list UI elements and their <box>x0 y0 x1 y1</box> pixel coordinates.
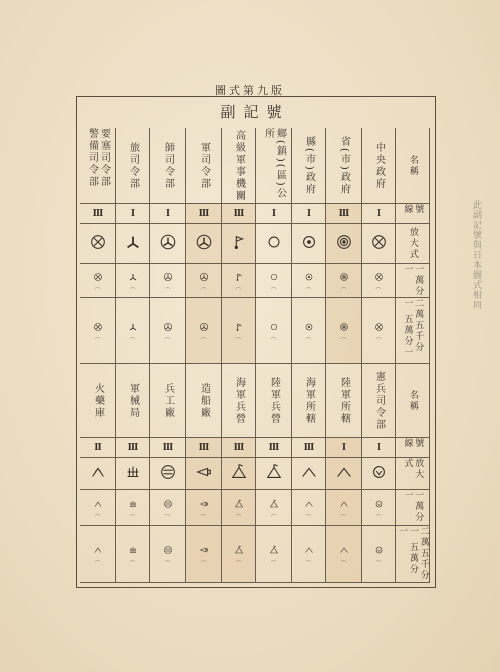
s2-column-header: 憲兵司令部 <box>373 370 385 431</box>
s1-cell <box>326 264 362 298</box>
s1-cell <box>326 128 362 204</box>
small-symbol <box>128 540 138 568</box>
s1-cell <box>80 264 116 298</box>
s2-line-mark: III <box>233 442 244 453</box>
s1-cell <box>396 298 430 364</box>
double-dot-circle-icon <box>339 317 349 336</box>
fire-icon <box>89 463 107 485</box>
s2-cell <box>150 438 186 458</box>
s2-column-header: 軍械局 <box>127 382 139 419</box>
dot-circle-icon <box>304 267 314 286</box>
star-circle-icon <box>199 267 209 286</box>
s2-cell <box>396 526 430 583</box>
s1-cell <box>362 298 396 364</box>
s1-column-header: 縣(市)政府 <box>303 135 315 196</box>
s1-cell <box>396 224 430 264</box>
s1-cell <box>256 224 292 264</box>
gear-circle-icon <box>159 463 177 485</box>
s2-cell <box>222 364 256 438</box>
s2-line-mark: III <box>198 442 209 453</box>
s1-cell <box>292 298 326 364</box>
s1-cell <box>116 298 150 364</box>
scale-mark: ⌒ <box>375 287 382 295</box>
s1-cell <box>222 298 256 364</box>
tent-flag-icon <box>269 494 279 513</box>
scale-mark: ⌒ <box>305 287 312 295</box>
s2-cell <box>362 526 396 583</box>
s1-cell <box>256 264 292 298</box>
s2-line-mark: I <box>376 442 381 453</box>
scale-mark: ⌒ <box>235 287 242 295</box>
s1-row-label: 名稱 <box>407 154 418 177</box>
scale-mark: ⌒ <box>305 514 312 522</box>
dot-circle-icon <box>304 317 314 336</box>
circle-x-icon <box>374 317 384 336</box>
s1-cell <box>150 264 186 298</box>
s1-cell <box>362 264 396 298</box>
s2-cell <box>362 458 396 490</box>
small-symbol <box>199 494 209 522</box>
scale-mark: ⌒ <box>200 561 207 568</box>
fire-icon <box>93 540 103 559</box>
ware-icon <box>124 463 142 485</box>
small-symbol <box>93 540 103 568</box>
small-symbol <box>163 540 173 568</box>
s2-cell <box>186 458 222 490</box>
s2-cell <box>396 438 430 458</box>
small-symbol <box>128 494 138 522</box>
scale-mark: ⌒ <box>270 514 277 522</box>
s2-cell <box>256 364 292 438</box>
s2-cell <box>116 526 150 583</box>
small-symbol <box>269 494 279 522</box>
scale-mark: ⌒ <box>94 514 101 522</box>
s2-cell <box>80 364 116 438</box>
small-symbol <box>234 494 244 522</box>
ship-icon <box>199 494 209 513</box>
scale-mark: ⌒ <box>375 514 382 522</box>
tripod-icon <box>124 233 142 255</box>
s1-cell <box>80 128 116 204</box>
s2-column-header: 陸軍所轄 <box>338 376 350 425</box>
s1-column-header: 要塞司令部 警備司令部 <box>86 128 110 188</box>
s2-cell <box>80 458 116 490</box>
scale-mark: ⌒ <box>200 337 207 345</box>
tent-icon <box>304 540 314 559</box>
s2-row-label: 號線 <box>402 438 424 449</box>
star-circle-icon <box>195 233 213 255</box>
s1-cell <box>326 298 362 364</box>
s2-cell <box>256 438 292 458</box>
s2-cell <box>326 490 362 526</box>
small-symbol <box>269 267 279 295</box>
s1-line-mark: III <box>92 208 103 219</box>
s1-cell <box>80 204 116 224</box>
s1-cell <box>292 128 326 204</box>
scale-mark: ⌒ <box>129 561 136 568</box>
small-symbol <box>199 317 209 345</box>
scale-mark: ⌒ <box>94 287 101 295</box>
small-symbol <box>199 540 209 568</box>
plate-title: 圖式第九版 <box>215 84 285 97</box>
scale-mark: ⌒ <box>200 514 207 522</box>
small-symbol <box>93 317 103 345</box>
s1-cell <box>150 224 186 264</box>
small-symbol <box>374 540 384 568</box>
s2-cell <box>326 526 362 583</box>
s2-cell <box>292 458 326 490</box>
scale-mark: ⌒ <box>235 337 242 345</box>
s2-line-mark: I <box>341 442 346 453</box>
flag-icon <box>234 317 244 336</box>
scale-mark: ⌒ <box>164 337 171 345</box>
star-circle-icon <box>163 267 173 286</box>
symbol-table <box>80 128 430 583</box>
scale-mark: ⌒ <box>129 287 136 295</box>
tent-flag-icon <box>269 540 279 559</box>
tripod-icon <box>128 317 138 336</box>
s2-cell <box>222 438 256 458</box>
s1-cell <box>362 204 396 224</box>
s1-row-label: 號線 <box>402 204 424 215</box>
s2-cell <box>396 490 430 526</box>
s1-cell <box>292 224 326 264</box>
s2-cell <box>80 490 116 526</box>
s1-row-label: 二萬五千分一 五萬分一 <box>402 298 424 358</box>
small-symbol <box>374 317 384 345</box>
scale-mark: ⌒ <box>94 337 101 345</box>
double-dot-circle-icon <box>335 233 353 255</box>
s1-cell <box>116 224 150 264</box>
s2-row-label: 二萬五千分一 五萬分一 <box>397 526 429 581</box>
s1-cell <box>222 224 256 264</box>
s2-cell <box>292 438 326 458</box>
star-circle-icon <box>163 317 173 336</box>
circle-x-icon <box>370 233 388 255</box>
circle-v-icon <box>370 463 388 485</box>
s1-line-mark: III <box>233 208 244 219</box>
s2-cell <box>80 526 116 583</box>
s2-cell <box>150 364 186 438</box>
tripod-icon <box>128 267 138 286</box>
margin-note: 此副記號與日本圖式相同 <box>471 200 481 310</box>
s2-line-mark: II <box>94 442 101 453</box>
table-title: 副記號 <box>220 103 290 121</box>
tent-flag-icon <box>265 463 283 485</box>
s2-column-header: 海軍兵營 <box>233 376 245 425</box>
small-symbol <box>163 267 173 295</box>
s1-cell <box>326 204 362 224</box>
s1-cell <box>80 224 116 264</box>
small-symbol <box>374 267 384 295</box>
s1-cell <box>150 298 186 364</box>
s1-column-header: 師司令部 <box>162 141 174 190</box>
s2-row-label: 名稱 <box>407 389 418 412</box>
s2-line-mark: III <box>127 442 138 453</box>
circle-icon <box>269 267 279 286</box>
scale-mark: ⌒ <box>340 514 347 522</box>
s1-cell <box>116 204 150 224</box>
s1-cell <box>116 128 150 204</box>
scale-mark: ⌒ <box>340 287 347 295</box>
tent-icon <box>335 463 353 485</box>
s1-cell <box>186 264 222 298</box>
tent-flag-icon <box>230 463 248 485</box>
s2-cell <box>222 458 256 490</box>
circle-x-icon <box>89 233 107 255</box>
s2-column-header: 造船廠 <box>198 382 210 419</box>
small-symbol <box>304 267 314 295</box>
tent-flag-icon <box>234 540 244 559</box>
s1-cell <box>222 128 256 204</box>
s2-cell <box>256 490 292 526</box>
s2-row-label: 放大式 <box>402 458 424 480</box>
small-symbol <box>339 540 349 568</box>
small-symbol <box>163 317 173 345</box>
s1-cell <box>256 298 292 364</box>
small-symbol <box>269 540 279 568</box>
s1-cell <box>116 264 150 298</box>
small-symbol <box>339 267 349 295</box>
s2-cell <box>396 458 430 490</box>
s2-cell <box>326 364 362 438</box>
scale-mark: ⌒ <box>375 337 382 345</box>
s1-column-header: 省(市)政府 <box>338 135 350 196</box>
s1-cell <box>362 224 396 264</box>
small-symbol <box>199 267 209 295</box>
scale-mark: ⌒ <box>340 561 347 568</box>
s1-column-header: 軍司令部 <box>198 141 210 190</box>
scale-mark: ⌒ <box>270 287 277 295</box>
s1-line-mark: I <box>271 208 276 219</box>
star-circle-icon <box>199 317 209 336</box>
s2-cell <box>222 490 256 526</box>
s2-cell <box>186 438 222 458</box>
s2-cell <box>150 526 186 583</box>
s2-cell <box>116 438 150 458</box>
small-symbol <box>339 494 349 522</box>
tent-flag-icon <box>234 494 244 513</box>
scale-mark: ⌒ <box>235 561 242 568</box>
s2-cell <box>186 490 222 526</box>
s2-column-header: 兵工廠 <box>162 382 174 419</box>
s1-cell <box>326 224 362 264</box>
circle-x-icon <box>93 317 103 336</box>
s1-cell <box>222 204 256 224</box>
scale-mark: ⌒ <box>164 561 171 568</box>
small-symbol <box>128 317 138 345</box>
s2-cell <box>116 364 150 438</box>
small-symbol <box>234 267 244 295</box>
scale-mark: ⌒ <box>305 561 312 568</box>
s1-column-header: 中央政府 <box>373 141 385 190</box>
s2-cell <box>150 458 186 490</box>
s1-line-mark: I <box>306 208 311 219</box>
s1-row-label: 放大式 <box>407 227 418 260</box>
s1-line-mark: I <box>130 208 135 219</box>
scale-mark: ⌒ <box>270 337 277 345</box>
s1-cell <box>186 128 222 204</box>
circle-x-icon <box>93 267 103 286</box>
s2-row-label: 一萬分一 <box>402 490 424 523</box>
small-symbol <box>339 317 349 345</box>
s2-cell <box>362 364 396 438</box>
s2-cell <box>326 438 362 458</box>
s2-cell <box>186 364 222 438</box>
s2-column-header: 火藥庫 <box>92 382 104 419</box>
double-dot-circle-icon <box>339 267 349 286</box>
gear-circle-icon <box>163 494 173 513</box>
small-symbol <box>269 317 279 345</box>
s2-line-mark: III <box>268 442 279 453</box>
s2-cell <box>326 458 362 490</box>
ship-icon <box>195 463 213 485</box>
s1-line-mark: III <box>198 208 209 219</box>
s2-cell <box>222 526 256 583</box>
s1-line-mark: I <box>376 208 381 219</box>
circle-icon <box>265 233 283 255</box>
small-symbol <box>234 317 244 345</box>
circle-v-icon <box>374 540 384 559</box>
s1-cell <box>186 298 222 364</box>
s1-cell <box>256 128 292 204</box>
s2-cell <box>256 526 292 583</box>
circle-icon <box>269 317 279 336</box>
small-symbol <box>93 494 103 522</box>
tent-icon <box>300 463 318 485</box>
s2-cell <box>292 364 326 438</box>
s1-cell <box>256 204 292 224</box>
circle-v-icon <box>374 494 384 513</box>
flag-icon <box>234 267 244 286</box>
tent-icon <box>339 494 349 513</box>
circle-x-icon <box>374 267 384 286</box>
s2-cell <box>150 490 186 526</box>
s1-cell <box>396 204 430 224</box>
scale-mark: ⌒ <box>200 287 207 295</box>
s2-cell <box>362 438 396 458</box>
small-symbol <box>304 494 314 522</box>
ware-icon <box>128 494 138 513</box>
ware-icon <box>128 540 138 559</box>
s1-column-header: 鄉(鎮)(區)公所 <box>262 128 286 200</box>
ship-icon <box>199 540 209 559</box>
s2-cell <box>396 364 430 438</box>
s1-column-header: 高級軍事機關 <box>233 129 245 202</box>
s1-cell <box>396 264 430 298</box>
tent-icon <box>304 494 314 513</box>
s2-line-mark: III <box>303 442 314 453</box>
s1-cell <box>222 264 256 298</box>
s2-cell <box>292 490 326 526</box>
s2-cell <box>292 526 326 583</box>
s2-column-header: 海軍所轄 <box>303 376 315 425</box>
small-symbol <box>304 540 314 568</box>
small-symbol <box>128 267 138 295</box>
s1-cell <box>186 204 222 224</box>
flag-icon <box>230 233 248 255</box>
s1-cell <box>362 128 396 204</box>
s1-row-label: 一萬分一 <box>402 264 424 297</box>
scale-mark: ⌒ <box>164 514 171 522</box>
scale-mark: ⌒ <box>340 337 347 345</box>
small-symbol <box>163 494 173 522</box>
s1-cell <box>150 204 186 224</box>
s1-line-mark: I <box>165 208 170 219</box>
s2-cell <box>256 458 292 490</box>
s1-cell <box>186 224 222 264</box>
scale-mark: ⌒ <box>375 561 382 568</box>
s1-line-mark: III <box>338 208 349 219</box>
s2-cell <box>116 490 150 526</box>
scale-mark: ⌒ <box>94 561 101 568</box>
s2-cell <box>80 438 116 458</box>
s2-line-mark: III <box>162 442 173 453</box>
scale-mark: ⌒ <box>164 287 171 295</box>
fire-icon <box>93 494 103 513</box>
scale-mark: ⌒ <box>270 561 277 568</box>
s2-column-header: 陸軍兵營 <box>268 376 280 425</box>
scale-mark: ⌒ <box>305 337 312 345</box>
s2-cell <box>186 526 222 583</box>
star-circle-icon <box>159 233 177 255</box>
small-symbol <box>304 317 314 345</box>
scale-mark: ⌒ <box>235 514 242 522</box>
s1-cell <box>150 128 186 204</box>
s2-cell <box>116 458 150 490</box>
scale-mark: ⌒ <box>129 514 136 522</box>
small-symbol <box>93 267 103 295</box>
small-symbol <box>234 540 244 568</box>
gear-circle-icon <box>163 540 173 559</box>
scale-mark: ⌒ <box>129 337 136 345</box>
s1-cell <box>292 264 326 298</box>
small-symbol <box>374 494 384 522</box>
s1-cell <box>80 298 116 364</box>
tent-icon <box>339 540 349 559</box>
dot-circle-icon <box>300 233 318 255</box>
s2-cell <box>362 490 396 526</box>
s1-column-header: 旅司令部 <box>127 141 139 190</box>
s1-cell <box>292 204 326 224</box>
s1-cell <box>396 128 430 204</box>
